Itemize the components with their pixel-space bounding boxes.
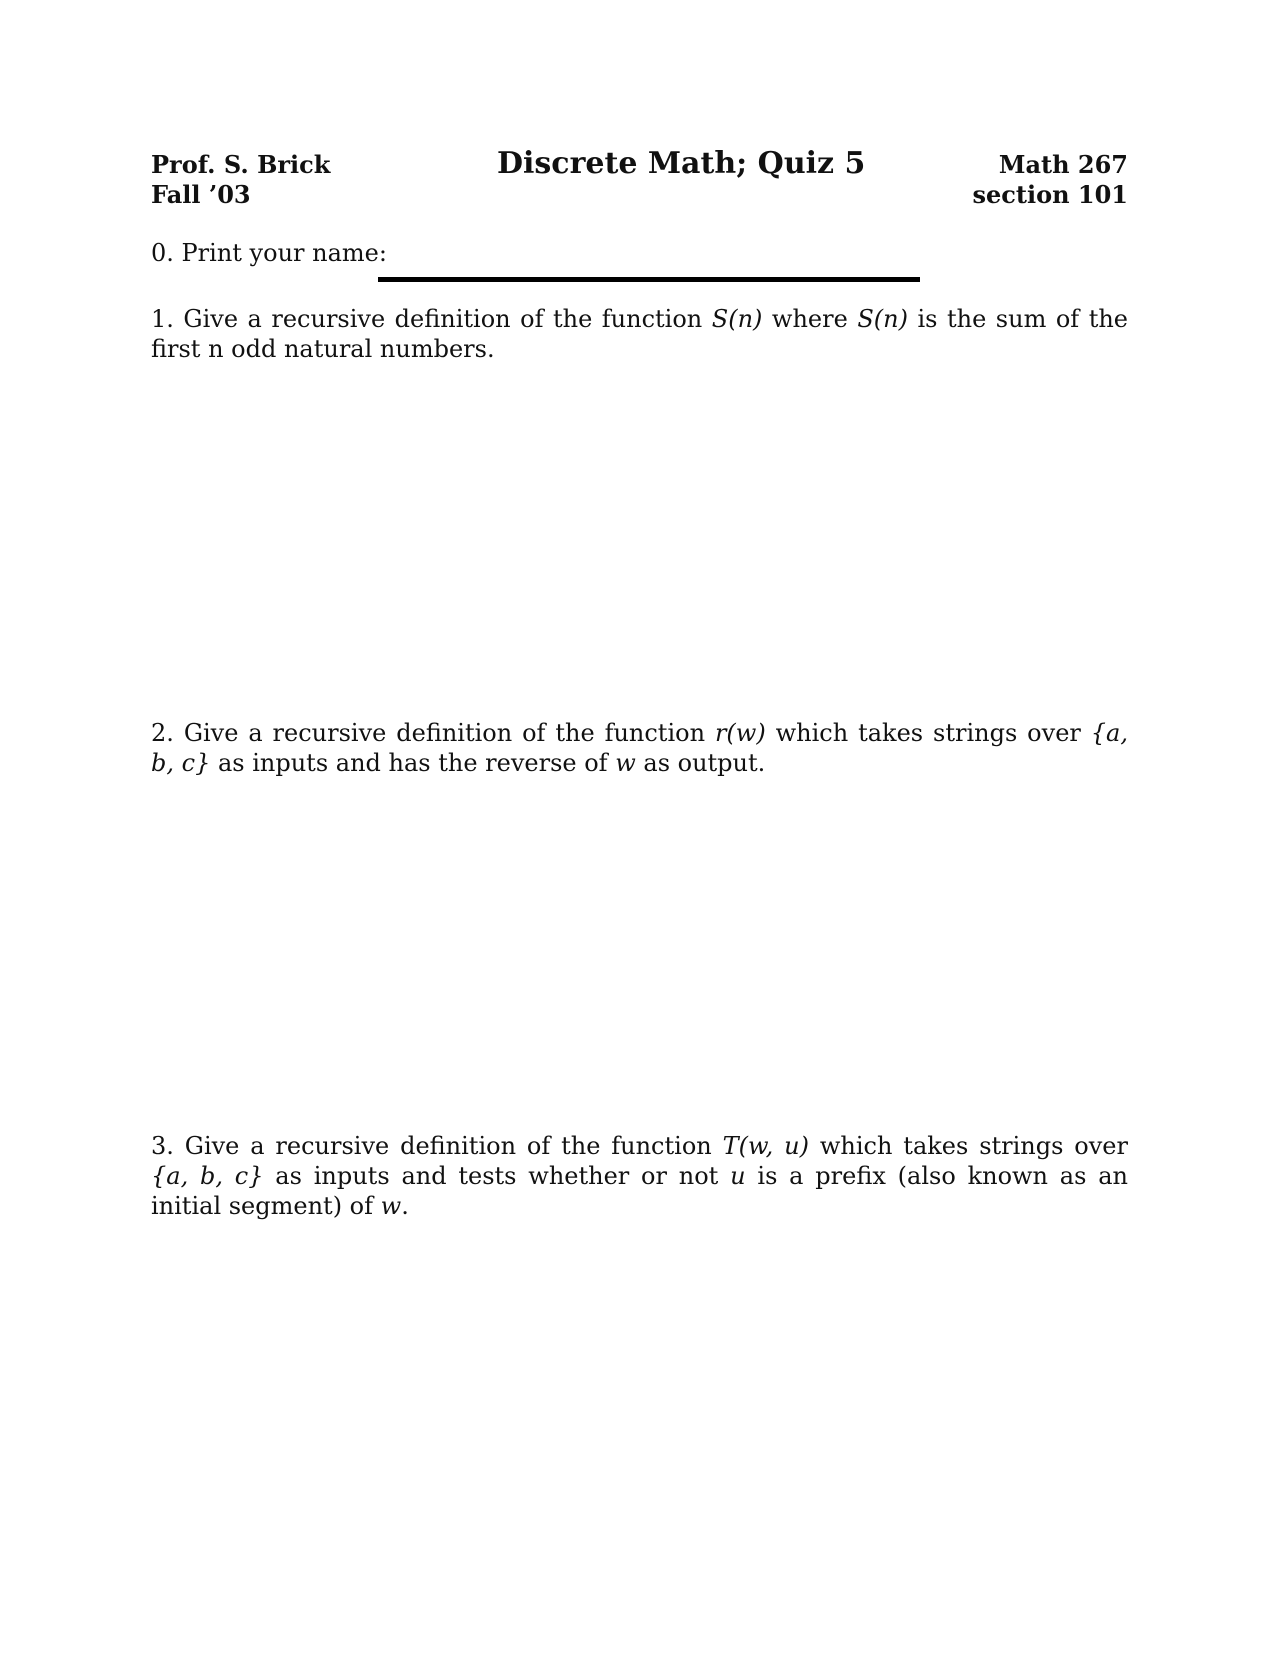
question-text: where [762, 305, 858, 333]
name-answer-line[interactable] [378, 277, 920, 282]
math-expression: S(n) [857, 305, 908, 333]
question-text: . [401, 1192, 409, 1220]
course-block [972, 150, 1128, 210]
name-prompt: 0. Print your name: [151, 239, 387, 267]
term: Fall ’03 [151, 180, 251, 209]
question-3 [151, 1131, 1128, 1221]
section-number: section 101 [972, 180, 1128, 209]
question-number: 2. [151, 719, 174, 747]
question-text: Give a recursive definition of the function [173, 719, 715, 747]
instructor-name: Prof. S. Brick [151, 150, 331, 179]
question-text: as output. [635, 749, 766, 777]
question-1 [151, 304, 1128, 364]
math-set: {a, b, c} [151, 1162, 264, 1190]
question-text: is a prefix (also known as an initial segment) of [151, 1162, 1128, 1220]
math-variable: u [730, 1162, 746, 1190]
page-title: Discrete Math; Quiz 5 [497, 146, 866, 181]
math-expression: S(n) [711, 305, 763, 333]
question-text: which takes strings over [809, 1132, 1128, 1160]
question-text: is the sum of the first n odd natural numbers. [151, 305, 1129, 363]
course-number: Math 267 [998, 150, 1128, 179]
math-variable: w [380, 1192, 402, 1220]
math-expression: T(w, u) [722, 1132, 809, 1160]
question-text: which takes strings over [765, 719, 1091, 747]
question-text: Give a recursive definition of the function [173, 305, 712, 333]
question-text: as inputs and has the reverse of [210, 749, 616, 777]
question-text: Give a recursive definition of the function [173, 1132, 723, 1160]
question-number: 3. [151, 1132, 174, 1160]
math-expression: r(w) [714, 719, 766, 747]
instructor-block [151, 150, 330, 210]
question-2 [151, 718, 1128, 778]
question-text: as inputs and tests whether or not [263, 1162, 731, 1190]
math-set: {a, b, c} [151, 719, 1128, 777]
question-number: 1. [151, 305, 174, 333]
math-variable: w [615, 749, 636, 777]
